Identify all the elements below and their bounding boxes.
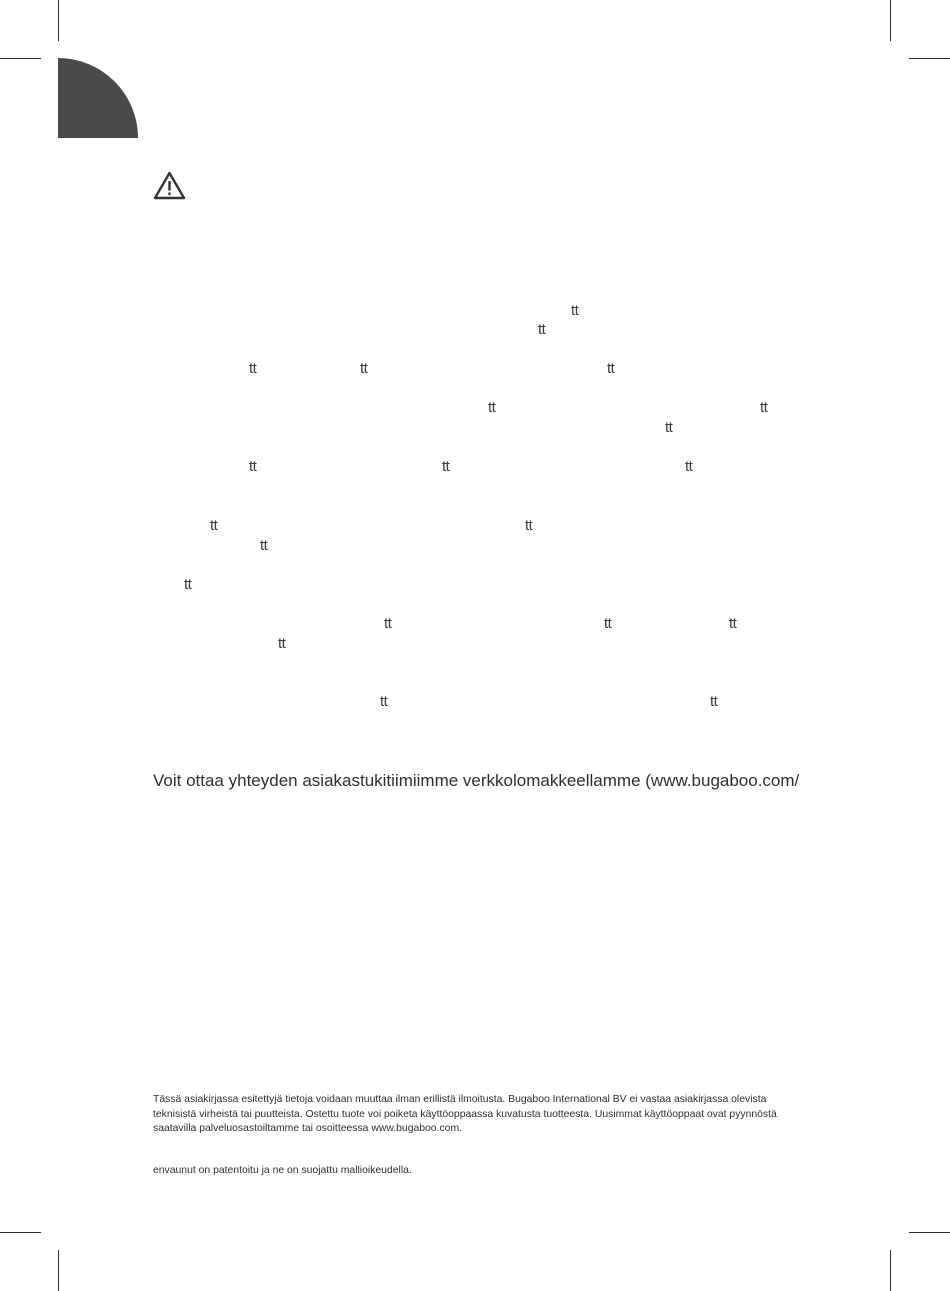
ligature-fragment: tt xyxy=(360,360,368,377)
legal-notice xyxy=(153,1093,843,1137)
crop-mark-top-right-horizontal xyxy=(909,58,950,59)
ligature-fragment: tt xyxy=(607,360,615,377)
legal-notice-line: Tässä asiakirjassa esitettyjä tietoja voidaan muuttaa ilman erillistä ilmoitusta. Bugaboo International BV ei vastaa asiakirjassa olevista xyxy=(153,1094,767,1105)
ligature-fragment: tt xyxy=(760,399,768,416)
crop-mark-top-left-horizontal xyxy=(0,58,41,59)
crop-mark-top-left-vertical xyxy=(58,0,59,41)
crop-mark-bottom-right-horizontal xyxy=(909,1232,950,1233)
ligature-fragment: tt xyxy=(384,615,392,632)
ligature-fragment: tt xyxy=(249,458,257,475)
ligature-fragment: tt xyxy=(571,302,579,319)
ligature-fragment: tt xyxy=(710,693,718,710)
ligature-fragment: tt xyxy=(729,615,737,632)
crop-mark-bottom-left-vertical xyxy=(58,1250,59,1291)
ligature-fragment: tt xyxy=(488,399,496,416)
ligature-fragment: tt xyxy=(380,693,388,710)
ligature-fragment: tt xyxy=(249,360,257,377)
crop-mark-bottom-right-vertical xyxy=(890,1250,891,1291)
ligature-fragment: tt xyxy=(260,537,268,554)
ligature-fragment: tt xyxy=(685,458,693,475)
ligature-fragment: tt xyxy=(525,517,533,534)
page-corner-tab xyxy=(58,58,138,138)
legal-notice-line: teknisistä virheistä tai puutteista. Ostettu tuote voi poiketa käyttöoppaassa kuvatusta tuotteesta. Uusimmat käyttöoppaat ovat pyynnöstä xyxy=(153,1108,777,1120)
ligature-fragment: tt xyxy=(210,517,218,534)
legal-notice-line: saatavilla palveluosastoiltamme tai osoitteessa www.bugaboo.com. xyxy=(153,1123,462,1134)
patent-notice: envaunut on patentoitu ja ne on suojattu mallioikeudella. xyxy=(153,1165,412,1176)
ligature-fragment: tt xyxy=(184,576,192,593)
ligature-fragment: tt xyxy=(665,419,673,436)
ligature-fragment: tt xyxy=(604,615,612,632)
ligature-fragment: tt xyxy=(442,458,450,475)
warning-icon xyxy=(153,171,186,200)
crop-mark-bottom-left-horizontal xyxy=(0,1232,41,1233)
ligature-fragment: tt xyxy=(538,321,546,338)
contact-text: Voit ottaa yhteyden asiakastukitiimiimme verkkolomakkeellamme (www.bugaboo.com/ xyxy=(153,771,800,790)
crop-mark-top-right-vertical xyxy=(890,0,891,41)
ligature-fragment: tt xyxy=(278,635,286,652)
